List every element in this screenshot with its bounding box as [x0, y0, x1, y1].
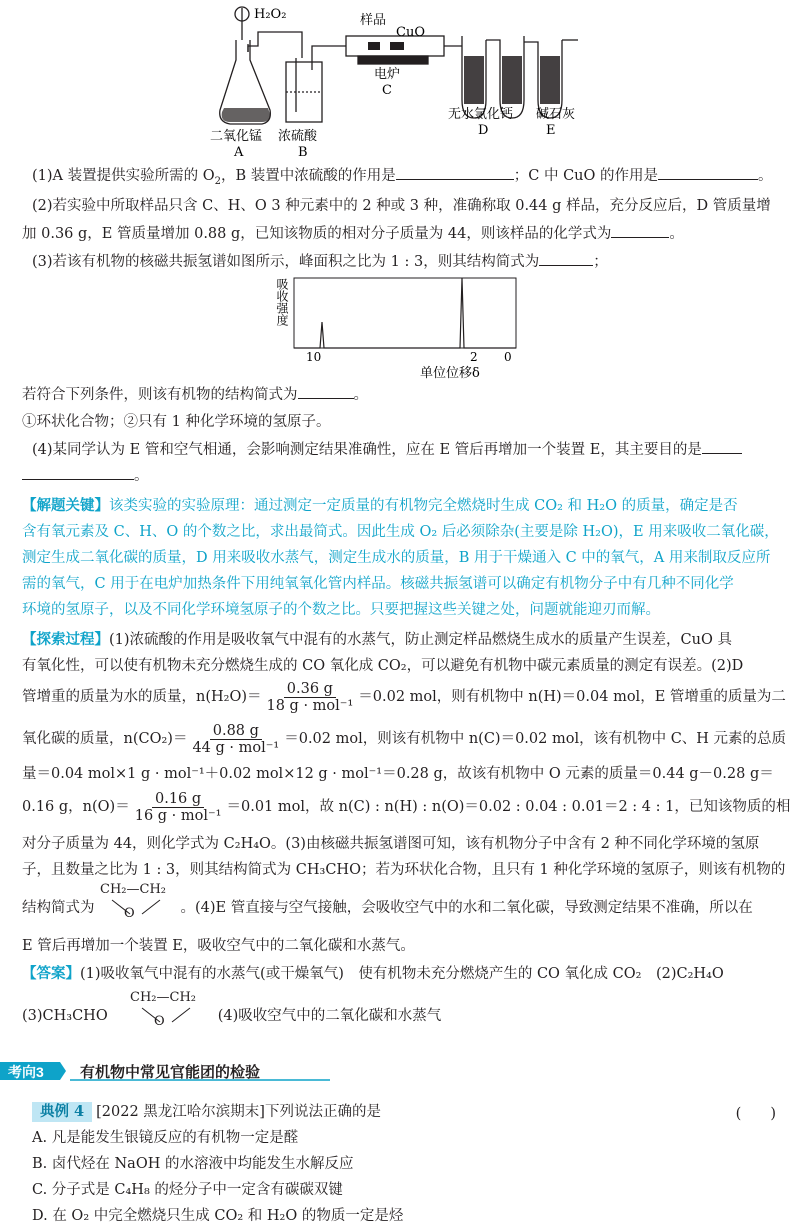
- key-tag: 【解题关键】: [22, 497, 109, 514]
- label-b: B: [298, 145, 308, 160]
- nmr-xlabel: 单位位移δ: [420, 366, 480, 381]
- process-line4: 氧化碳的质量，n(CO₂)＝ $\frac{0.88 g}{\text{44 g · mol⁻¹}}$ ＝0.02 mol，则该有机物中 n(C)＝0.02 mol，该有机物中 C、H 元素的总质: [22, 722, 787, 756]
- answer-line1: 【答案】(1)吸收氧气中混有的水蒸气(或干燥氧气) 使有机物未充分燃烧产生的 CO 氧化成 CO₂ (2)C₂H₄O: [22, 965, 724, 982]
- example-tag: 典例 4: [32, 1102, 92, 1122]
- question-2-line1: (2)若实验中所取样品只含 C、H、O 3 种元素中的 2 种或 3 种，准确称取 0.44 g 样品，充分反应后，D 管质量增: [32, 198, 771, 214]
- answer-blank[interactable]: [539, 265, 593, 266]
- section-title: 有机物中常见官能团的检验: [80, 1063, 261, 1081]
- section-banner: [0, 1058, 330, 1084]
- question-2-line2: 加 0.36 g，E 管质量增加 0.88 g，已知该物质的相对分子质量为 44，则该样品的化学式为 。: [22, 226, 684, 242]
- apparatus-figure: [190, 0, 590, 160]
- option-d[interactable]: D. 在 O₂ 中完全燃烧只生成 CO₂ 和 H₂O 的物质一定是烃: [32, 1208, 404, 1224]
- process-tag: 【探索过程】: [22, 631, 109, 648]
- label-a: A: [234, 145, 244, 160]
- epoxide-structure: CH₂—CH₂ O: [130, 990, 196, 1029]
- label-d: D: [478, 123, 489, 138]
- label-h2o2: H₂O₂: [254, 7, 287, 22]
- process-line6: 0.16 g，n(O)＝ $\frac{0.16 g}{\text{16 g · mol⁻¹}}$ ＝0.01 mol，故 n(C) : n(H) : n(O)＝0.02 : 0.04 : 0.01＝2 : 4 : 1，已知该物质的相: [22, 790, 790, 824]
- option-c[interactable]: C. 分子式是 C₄H₈ 的烃分子中一定含有碳碳双键: [32, 1182, 343, 1198]
- label-cuo: CuO: [396, 25, 425, 40]
- label-lime: 碱石灰: [536, 107, 576, 122]
- question-4-line2: 。: [22, 466, 780, 486]
- label-e: E: [546, 123, 556, 138]
- answer-blank[interactable]: [22, 479, 134, 480]
- answer-blank[interactable]: [611, 237, 669, 238]
- answer-blank[interactable]: [658, 179, 758, 180]
- nmr-frame: [294, 278, 516, 348]
- key-line3: 测定生成二氧化碳的质量，D 用来吸收水蒸气，测定生成水的质量，B 用于干燥通入 C 中的氧气，A 用来制取反应所: [22, 550, 771, 566]
- key-line2: 含有氧元素及 C、H、O 的个数之比，求出最简式。因此生成 O₂ 后必须除杂(主要是除 H₂O)，E 用来吸收二氧化碳，: [22, 524, 779, 540]
- key-line1: 【解题关键】该类实验的实验原理：通过测定一定质量的有机物完全燃烧时生成 CO₂ 和 H₂O 的质量，确定是否: [22, 497, 738, 514]
- process-line5: 量＝0.04 mol×1 g · mol⁻¹＋0.02 mol×12 g · mol⁻¹＝0.28 g，故该有机物中 O 元素的质量＝0.44 g－0.28 g＝: [22, 766, 774, 782]
- label-c: C: [382, 83, 392, 98]
- option-b[interactable]: B. 卤代烃在 NaOH 的水溶液中均能发生水解反应: [32, 1156, 354, 1172]
- fraction: $\frac{0.16 g}{\text{16 g · mol⁻¹}}$: [134, 790, 222, 824]
- nmr-tick-0: 0: [504, 350, 512, 364]
- nmr-tick-10: 10: [306, 350, 322, 364]
- label-cacl2: 无水氯化钙: [448, 107, 514, 122]
- process-line7: 对分子质量为 44，则化学式为 C₂H₄O。(3)由核磁共振氢谱图可知，该有机物分子中含有 2 种不同化学环境的氢原: [22, 836, 760, 852]
- question-3: (3)若该有机物的核磁共振氢谱如图所示，峰面积之比为 1 : 3，则其结构简式为 ；: [32, 254, 608, 270]
- process-line3: 管增重的质量为水的质量，n(H₂O)＝ $\frac{0.36 g}{\text{18 g · mol⁻¹}}$ ＝0.02 mol，则有机物中 n(H)＝0.04 mol，E 管增重的质量为二: [22, 680, 786, 714]
- nmr-spectrum: [270, 270, 530, 382]
- process-line2: 有氧化性，可以使有机物未充分燃烧生成的 CO 氧化成 CO₂，可以避免有机物中碳元素质量的测定有误差。(2)D: [22, 658, 744, 674]
- nmr-trace: [294, 278, 516, 348]
- fraction: $\frac{0.36 g}{\text{18 g · mol⁻¹}}$: [266, 680, 354, 714]
- label-mno2: 二氧化锰: [210, 129, 263, 144]
- nmr-ylabel: 吸收强度: [275, 278, 289, 326]
- key-line5: 环境的氢原子，以及不同化学环境氢原子的个数之比。只要把握这些关键之处，问题就能迎刃而解。: [22, 602, 660, 618]
- label-furnace: 电炉: [374, 67, 401, 82]
- nmr-tick-2: 2: [470, 350, 478, 364]
- process-line10: E 管后再增加一个装置 E，吸收空气中的二氧化碳和水蒸气。: [22, 938, 415, 954]
- option-a[interactable]: A. 凡是能发生银镜反应的有机物一定是醛: [32, 1130, 299, 1146]
- answer-blank[interactable]: [396, 179, 514, 180]
- epoxide-structure: CH₂—CH₂ O: [100, 882, 166, 921]
- label-sample: 样品: [360, 13, 387, 28]
- answer-line2: (3)CH₃CHO (4)吸收空气中的二氧化碳和水蒸气: [22, 1008, 442, 1024]
- question-3b: 若符合下列条件，则该有机物的结构简式为 。: [22, 387, 368, 403]
- answer-tag: 【答案】: [22, 965, 80, 982]
- question-3-conditions: ①环状化合物；②只有 1 种化学环境的氢原子。: [22, 414, 331, 430]
- example-stem: 典例 4 [2022 黑龙江哈尔滨期末]下列说法正确的是: [32, 1102, 780, 1122]
- section-badge: 考向3: [8, 1064, 44, 1080]
- answer-blank[interactable]: [702, 453, 742, 454]
- fraction: $\frac{0.88 g}{\text{44 g · mol⁻¹}}$: [192, 722, 280, 756]
- answer-blank[interactable]: [298, 398, 354, 399]
- key-line4: 需的氧气，C 用于在电炉加热条件下用纯氧氧化管内样品。核磁共振氢谱可以确定有机物分子中有几种不同化学: [22, 576, 734, 592]
- answer-paren[interactable]: ( ): [735, 1106, 776, 1122]
- question-1: (1)A 装置提供实验所需的 $O_2$，B 装置中浓硫酸的作用是 ；C 中 CuO 的作用是 。: [32, 168, 773, 187]
- process-line9: 结构简式为 。(4)E 管直接与空气接触，会吸收空气中的水和二氧化碳，导致测定结果不准确，所以在: [22, 900, 753, 916]
- label-h2so4: 浓硫酸: [278, 129, 318, 144]
- process-line8: 子，且数量之比为 1 : 3，则其结构简式为 CH₃CHO；若为环状化合物，且只有 1 种化学环境的氢原子，则该有机物的: [22, 862, 786, 878]
- question-4: (4)某同学认为 E 管和空气相通，会影响测定结果准确性，应在 E 管后再增加一个装置 E，其主要目的是: [32, 440, 780, 460]
- process-line1: 【探索过程】(1)浓硫酸的作用是吸收氧气中混有的水蒸气，防止测定样品燃烧生成水的质量产生误差，CuO 具: [22, 631, 732, 648]
